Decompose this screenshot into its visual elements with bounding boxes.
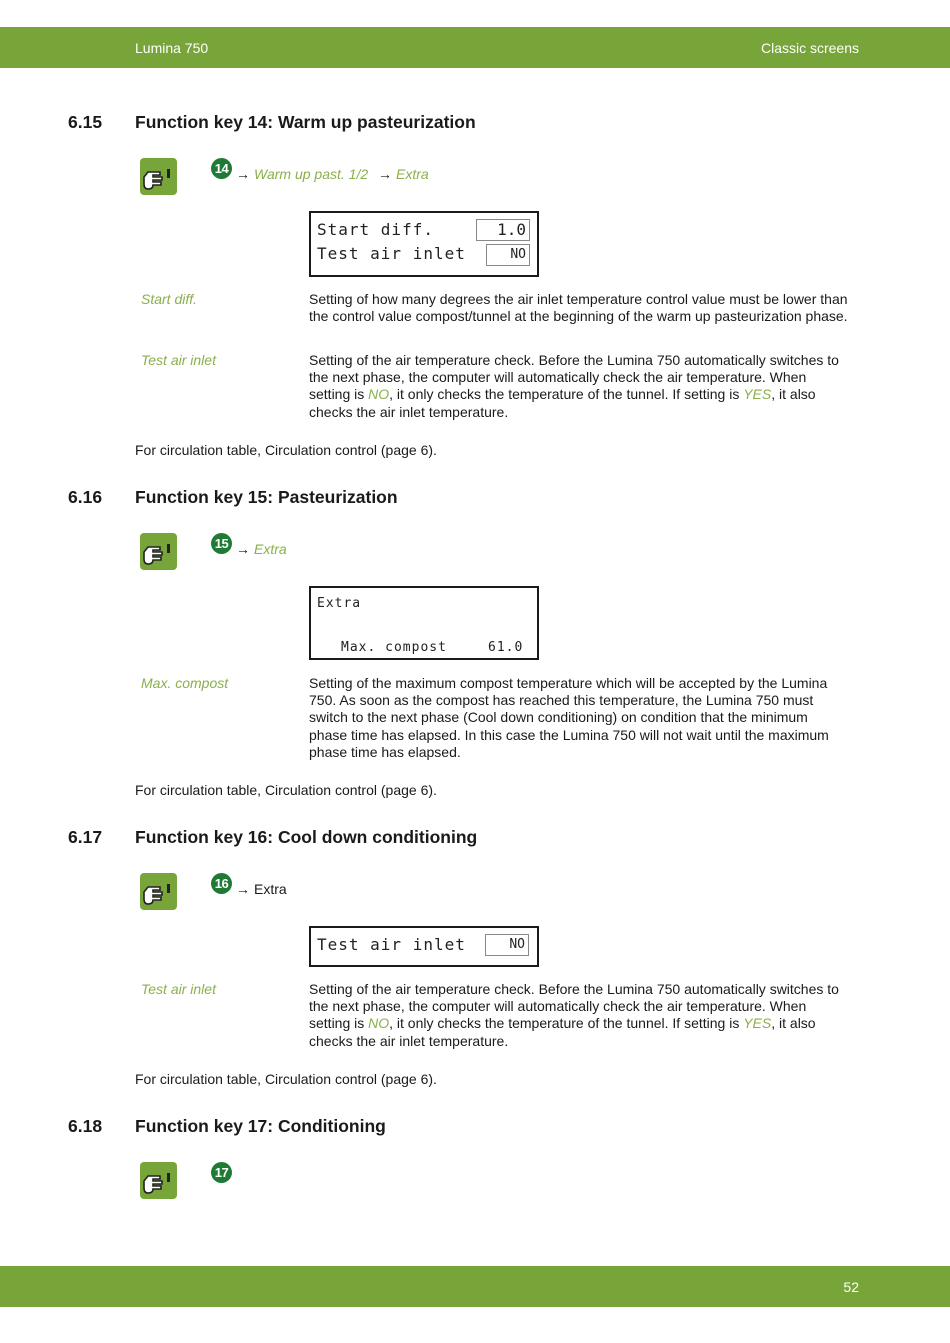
page-footer [0,1266,950,1307]
section-title: Function key 14: Warm up pasteurization [135,112,476,132]
section-number: 6.17 [68,827,103,847]
header-product: Lumina 750 [135,40,209,56]
path-item: Extra [396,166,429,182]
circulation-note: For circulation table, Circulation control (page 6). [135,782,437,798]
key-badge-14: 14 [211,158,232,179]
lcd-screen [309,211,539,277]
path-item: Warm up past. 1/2 [254,166,369,182]
path-item: Extra [254,541,287,557]
screen-line: Start diff. [317,220,434,239]
section-number: 6.15 [68,112,103,132]
page-header [0,27,950,68]
screen-line: Max. compost [341,640,447,655]
term-label: Test air inlet [141,352,216,368]
term-label: Max. compost [141,675,229,691]
circulation-note: For circulation table, Circulation control (page 6). [135,1071,437,1087]
arrow-right-icon: → [378,166,393,182]
term-label: Test air inlet [141,981,216,997]
screen-line: Test air inlet [317,935,466,954]
screen-line: Extra [317,596,362,611]
section-heading-6-16 [68,487,398,508]
menu-path [236,541,287,557]
lcd-screen [309,586,539,660]
screen-value: NO [485,934,529,956]
screen-value: NO [486,244,530,266]
term-description: Setting of the air temperature check. Before the Lumina 750 automatically switches to the next phase, the computer will automatically check the air temperature. When setting is NO, it only checks the temperature of the tunnel. If setting is YES, it also checks the air inlet temperature. [309,981,839,1049]
section-heading-6-15 [68,112,476,133]
lcd-screen [309,926,539,967]
arrow-right-icon: → [236,166,250,182]
menu-path [236,166,429,182]
section-number: 6.18 [68,1116,103,1136]
page-number: 52 [843,1279,859,1295]
arrow-right-icon: → [236,881,250,897]
key-badge-15: 15 [211,533,232,554]
term-label: Start diff. [141,291,198,307]
arrow-right-icon: → [236,541,250,557]
term-description: Setting of how many degrees the air inlet temperature control value must be lower than the control value compost/tunnel at the beginning of the warm up pasteurization phase. [309,291,848,325]
screen-value: 61.0 [488,640,524,655]
hand-pointer-icon [140,533,177,570]
section-title: Function key 16: Cool down conditioning [135,827,478,847]
section-title: Function key 17: Conditioning [135,1116,386,1136]
screen-value: 1.0 [476,219,530,241]
key-badge-16: 16 [211,873,232,894]
screen-line: Test air inlet [317,244,466,263]
section-heading-6-17 [68,827,477,848]
hand-pointer-icon [140,1162,177,1199]
menu-path [236,881,287,897]
section-heading-6-18 [68,1116,386,1137]
section-title: Function key 15: Pasteurization [135,487,398,507]
hand-pointer-icon [140,873,177,910]
circulation-note: For circulation table, Circulation control (page 6). [135,442,437,458]
hand-pointer-icon [140,158,177,195]
header-section: Classic screens [760,40,859,56]
term-description: Setting of the maximum compost temperature which will be accepted by the Lumina 750. As soon as the compost has reached this temperature, the Lumina 750 must switch to the next phase (Cool down conditioning) on condition that the minimum phase time has elapsed. In this case the Lumina 750 will not wait until the maximum phase time has elapsed. [309,675,829,760]
term-description: Setting of the air temperature check. Before the Lumina 750 automatically switches to the next phase, the computer will automatically check the air temperature. When setting is NO, it only checks the temperature of the tunnel. If setting is YES, it also checks the air inlet temperature. [309,352,839,420]
section-number: 6.16 [68,487,103,507]
path-item: Extra [254,881,287,897]
key-badge-17: 17 [211,1162,232,1183]
